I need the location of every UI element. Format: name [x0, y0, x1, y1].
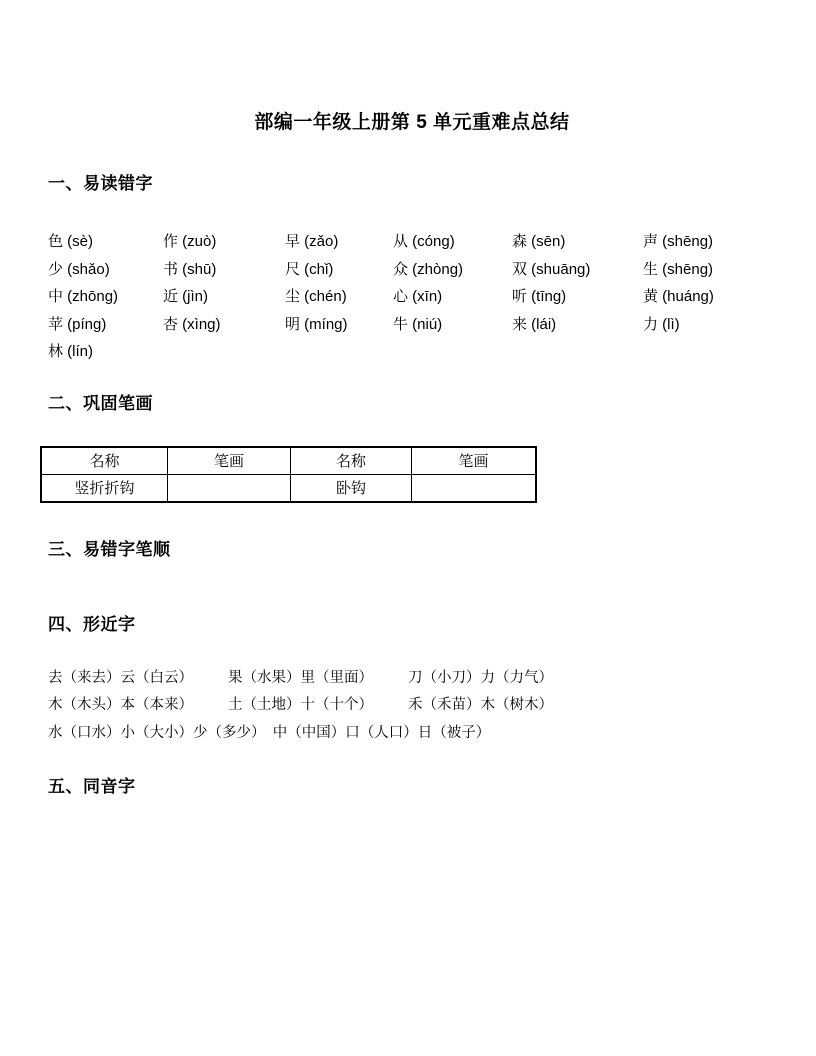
misread-item: 力 (lì) — [643, 315, 680, 333]
misread-item: 书 (shū) — [163, 260, 217, 278]
misread-item: 中 (zhōng) — [48, 288, 119, 305]
misread-item: 杏 (xìng) — [163, 315, 221, 333]
misread-item: 近 (jìn) — [163, 288, 209, 305]
misread-item: 林 (lín) — [48, 343, 94, 360]
misread-item: 从 (cóng) — [393, 233, 455, 250]
misread-item: 牛 (niú) — [393, 315, 443, 333]
similar-row — [48, 692, 776, 720]
similar-segment: 去（来去）云（白云） — [48, 669, 193, 686]
strokes-table — [40, 446, 537, 503]
misread-item: 心 (xīn) — [393, 288, 443, 305]
section-heading-stroke-order: 三、易错字笔顺 — [48, 539, 171, 559]
misread-item: 森 (sēn) — [512, 233, 566, 250]
similar-row — [48, 720, 776, 748]
similar-chars-block — [48, 665, 776, 748]
section-heading-strokes: 二、巩固笔画 — [48, 393, 153, 413]
misread-char-grid — [48, 228, 776, 366]
similar-segment: 土（土地）十（十个） — [228, 697, 373, 713]
table-row — [41, 474, 536, 502]
misread-item: 明 (míng) — [285, 315, 348, 333]
misread-item: 来 (lái) — [512, 315, 557, 333]
section-heading-similar: 四、形近字 — [48, 614, 136, 634]
table-cell — [168, 474, 291, 502]
table-cell: 卧钩 — [291, 474, 412, 502]
misread-item: 双 (shuāng) — [512, 260, 591, 278]
section-heading-misread: 一、易读错字 — [48, 174, 153, 193]
table-header-cell: 名称 — [291, 447, 412, 475]
similar-segment: 木（木头）本（本来） — [48, 697, 193, 713]
misread-item: 苹 (píng) — [48, 315, 107, 333]
similar-segment: 禾（禾苗）木（树木） — [408, 697, 553, 713]
document-title: 部编一年级上册第 5 单元重难点总结 — [254, 112, 570, 133]
misread-item: 色 (sè) — [48, 233, 94, 250]
table-cell: 竖折折钩 — [41, 474, 168, 502]
similar-segment: 刀（小刀）力（力气） — [408, 669, 553, 686]
misread-item: 少 (shǎo) — [48, 260, 110, 278]
misread-item: 作 (zuò) — [163, 233, 217, 250]
table-header-row — [41, 447, 536, 475]
misread-item: 尘 (chén) — [285, 288, 347, 305]
table-header-cell: 笔画 — [168, 447, 291, 475]
misread-item: 早 (zǎo) — [285, 233, 339, 250]
section-heading-homophones: 五、同音字 — [48, 777, 136, 796]
misread-item: 尺 (chǐ) — [285, 260, 334, 278]
misread-item: 生 (shēng) — [643, 260, 714, 278]
similar-segment: 果（水果）里（里面） — [228, 669, 373, 686]
similar-segment: 水（口水）小（大小）少（多少） 中（中国）口（人口）日（被子） — [48, 724, 491, 741]
misread-item: 声 (shēng) — [643, 233, 714, 250]
table-header-cell: 名称 — [41, 447, 168, 475]
similar-row — [48, 665, 776, 693]
table-cell — [412, 474, 537, 502]
table-header-cell: 笔画 — [412, 447, 537, 475]
misread-item: 众 (zhòng) — [393, 260, 464, 278]
misread-item: 黄 (huáng) — [643, 288, 714, 305]
misread-item: 听 (tīng) — [512, 288, 567, 305]
